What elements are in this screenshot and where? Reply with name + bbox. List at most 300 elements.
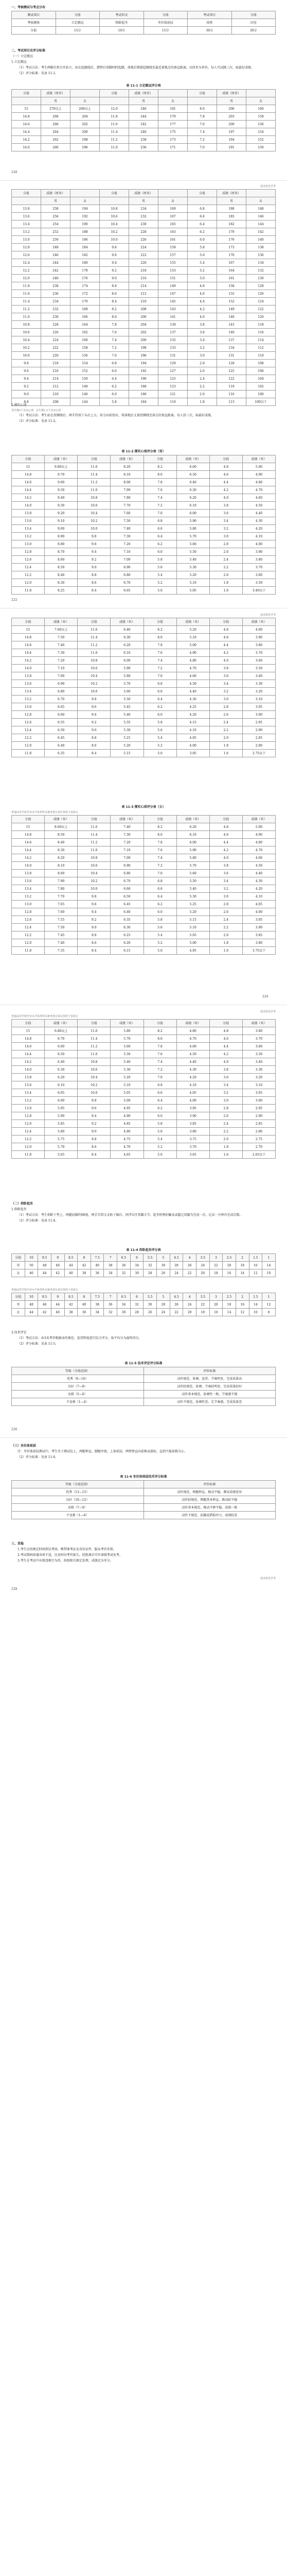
table-header-row xyxy=(12,1481,276,1488)
table-cell: 8.40 xyxy=(45,839,78,846)
table-cell: 10.8 xyxy=(78,494,111,502)
table-cell: 7.2 xyxy=(144,665,176,672)
table-cell: 11.8 xyxy=(12,750,45,757)
table-cell: 268 xyxy=(41,113,70,121)
table-cell: 6.65 xyxy=(45,703,78,711)
table-cell: 10 xyxy=(262,1269,276,1277)
table-cell: 4.0 xyxy=(209,657,242,665)
table-cell: 11.8 xyxy=(12,947,45,955)
table-cell: 7.00 xyxy=(111,854,144,862)
table-cell: 6.2 xyxy=(144,1105,176,1112)
table-cell: 14.2 xyxy=(12,1058,45,1066)
table-cell: 4.25 xyxy=(176,703,209,711)
table-row xyxy=(12,1383,276,1391)
table-cell: 6.20 xyxy=(111,939,144,947)
table-row xyxy=(12,1081,276,1089)
table-cell: 8.4 xyxy=(78,587,111,595)
table-cell: 194 xyxy=(217,136,246,144)
table-row xyxy=(12,665,276,672)
table-cell: 9.70 xyxy=(45,471,78,479)
table-cell: 4.8 xyxy=(209,823,242,831)
table-cell: 3.2 xyxy=(209,1089,242,1097)
table-row xyxy=(12,854,276,862)
table-cell: 8.0 xyxy=(144,1035,176,1043)
table-cell: 6.6 xyxy=(144,885,176,893)
table-cell: 3.80 xyxy=(242,1027,275,1035)
table-cell: 10.2 xyxy=(100,228,129,236)
table-cell: 18 xyxy=(209,1269,223,1277)
table-cell: 172 xyxy=(70,290,100,298)
table-cell: 4.95 xyxy=(111,1105,144,1112)
table-cell: 143 xyxy=(217,321,246,329)
table-header-cell xyxy=(100,197,129,205)
table-cell: 11.6 xyxy=(100,121,129,128)
table-cell: 8.10 xyxy=(111,471,144,479)
table-cell: 12.2 xyxy=(12,571,45,579)
table-cell: 5.25 xyxy=(111,734,144,742)
table-cell: 149 xyxy=(158,282,188,290)
table-cell: 5.90 xyxy=(111,665,144,672)
table-cell: 3.90 xyxy=(176,1112,209,1120)
table-cell: 9.2 xyxy=(12,383,41,391)
table-cell: 6.10 xyxy=(176,502,209,510)
table-cell: 3.40以下 xyxy=(242,587,275,595)
table-cell: 5.00 xyxy=(111,1097,144,1105)
table-cell: 46 xyxy=(25,1269,38,1277)
table-cell: 113 xyxy=(217,398,246,406)
table-cell: 6.70 xyxy=(45,1035,78,1043)
table-header-cell: 等级（分值范围） xyxy=(12,1367,144,1375)
table-cell: 7.2 xyxy=(144,502,176,510)
table-cell: 137 xyxy=(217,336,246,344)
table-cell: 2.4 xyxy=(209,556,242,564)
table-cell: 234 xyxy=(41,298,70,306)
table-cell: 34 xyxy=(104,1269,117,1277)
table-cell: 10.2 xyxy=(78,680,111,688)
table-row xyxy=(12,383,276,391)
table-cell: 9.0 xyxy=(78,564,111,571)
table-cell: 2.0 xyxy=(209,571,242,579)
table-cell: 11.0 xyxy=(78,649,111,657)
table-cell: 优秀（13—15） xyxy=(12,1488,144,1496)
table-cell: 4.60 xyxy=(176,1043,209,1050)
table-caption: 表 11-6 坐位体前屈技术评分标准 xyxy=(120,1475,167,1479)
table-cell: 10.6 xyxy=(100,213,129,221)
table-cell: 13.8 xyxy=(12,1074,45,1081)
paragraph: （1）考试方法：考生两脚自然分开站立，站在起跳线后，摆臂后双脚同时起跳，落地后测量起跳线至最近着地点的垂直距离，以厘米为单位。每人可试跳三次，取最好成绩。 xyxy=(17,66,254,70)
table-cell: 4.60 xyxy=(242,494,275,502)
table-cell: 133 xyxy=(158,344,188,352)
table-cell: 146 xyxy=(70,391,100,398)
table-row xyxy=(12,823,276,831)
table-cell: 14.0 xyxy=(12,144,41,151)
table-cell: 204 xyxy=(70,113,100,121)
table-cell: 14 xyxy=(249,1301,262,1309)
table-cell: 3.0 xyxy=(209,696,242,703)
table-cell: 10.4 xyxy=(78,1074,111,1081)
table-cell: 11.0 xyxy=(78,846,111,854)
table-header-cell: 女 xyxy=(158,197,188,205)
table-cell: 13.0 xyxy=(12,540,45,548)
table-cell: 11.6 xyxy=(78,626,111,634)
table-cell: 6.30 xyxy=(176,486,209,494)
table-cell: 218 xyxy=(41,360,70,367)
paragraph: （1）考试方法：考生仰卧于垫上，两腿屈膝约90度，两手手指交叉贴于脑后，同伴压住其踝关节。起坐时两肘触及或超过双膝为完成一次，记录一分钟内完成次数。 xyxy=(17,1213,243,1217)
table-row xyxy=(12,1097,276,1105)
table-cell: 11.0 xyxy=(78,486,111,494)
table-cell: 2.75以下 xyxy=(242,750,275,757)
table-header-cell: 分值 xyxy=(209,618,242,626)
table-cell: 4.15 xyxy=(176,719,209,726)
table-cell: 5.30 xyxy=(111,726,144,734)
table-cell: 7.80 xyxy=(111,494,144,502)
table-cell: 131 xyxy=(217,352,246,360)
table-cell: 147 xyxy=(158,290,188,298)
table-8-block xyxy=(11,1288,276,1316)
other-section xyxy=(11,1540,276,1564)
table-cell: 9.6 xyxy=(78,1105,111,1112)
table-cell: 30 xyxy=(157,1262,170,1269)
table-cell: 5.80 xyxy=(176,525,209,533)
table-cell: 5.85 xyxy=(45,1120,78,1128)
table-cell: 5.4 xyxy=(144,931,176,939)
table-cell: 1.8 xyxy=(209,579,242,587)
table-cell: 分值 xyxy=(12,27,56,35)
flex-table xyxy=(11,1480,276,1519)
table-cell: 30分 xyxy=(188,27,232,35)
table-cell: 8.0 xyxy=(144,831,176,839)
table-cell: 118 xyxy=(246,321,276,329)
table-cell: 9.2 xyxy=(78,916,111,924)
table-cell: 3.80 xyxy=(242,939,275,947)
table-cell: 4.4 xyxy=(209,839,242,846)
table-row xyxy=(12,1488,276,1496)
table-cell: 6.70 xyxy=(45,696,78,703)
table-cell: 18 xyxy=(236,1262,249,1269)
table-cell: 6.30 xyxy=(111,924,144,931)
table-cell: 4.4 xyxy=(209,1043,242,1050)
table-row xyxy=(12,113,276,121)
table-cell: 6.10 xyxy=(176,831,209,839)
table-cell: 222 xyxy=(41,344,70,352)
table-2-block xyxy=(11,184,276,406)
table-header-cell: 分值 xyxy=(231,11,276,19)
table-row xyxy=(12,533,276,540)
table-cell: 7.6 xyxy=(144,649,176,657)
table-cell: 3.80 xyxy=(242,556,275,564)
table-10-block xyxy=(11,1473,276,1519)
table-header-cell: 1.5 xyxy=(249,1293,262,1301)
table-cell: 5.10 xyxy=(176,579,209,587)
table-header-cell: 1.5 xyxy=(249,1254,262,1262)
table-row xyxy=(12,680,276,688)
table-cell: 42 xyxy=(38,1309,51,1316)
table-cell: 3.6 xyxy=(188,329,217,336)
table-cell: 仰卧起坐 xyxy=(100,19,144,27)
table-cell: 179 xyxy=(158,113,188,121)
table-cell: 7.60以上 xyxy=(45,626,78,634)
table-row xyxy=(12,486,276,494)
table-header-cell: 2.5 xyxy=(223,1293,236,1301)
table-cell: 15 xyxy=(12,626,45,634)
table-cell: 4.6 xyxy=(188,290,217,298)
table-cell: 30 xyxy=(144,1301,157,1309)
table-cell: 12.0 xyxy=(12,579,45,587)
table-cell: 208 xyxy=(41,398,70,406)
situp-intro xyxy=(11,1200,276,1224)
table-row xyxy=(12,1269,276,1277)
table-row xyxy=(12,564,276,571)
table-cell: 163 xyxy=(158,228,188,236)
table-cell: 6.6 xyxy=(188,213,217,221)
table-cell: 7.50 xyxy=(111,517,144,525)
table-header-cell: 成绩（米） xyxy=(111,816,144,823)
table-cell: 5.00 xyxy=(176,641,209,649)
table-cell: 152 xyxy=(217,298,246,306)
table-row xyxy=(12,696,276,703)
table-cell: 5.6 xyxy=(144,1128,176,1136)
table-cell: 7.10 xyxy=(111,548,144,556)
table-cell: 11.2 xyxy=(78,1043,111,1050)
table-cell: 3.90 xyxy=(242,634,275,641)
table-cell: 24 xyxy=(183,1301,196,1309)
table-cell: 6.35 xyxy=(111,916,144,924)
table-row xyxy=(12,391,276,398)
table-cell: 5.80 xyxy=(176,854,209,862)
table-cell: 6.40 xyxy=(45,1058,78,1066)
table-cell: 6.90 xyxy=(111,862,144,870)
table-row xyxy=(12,352,276,360)
table-cell: 178 xyxy=(70,267,100,275)
table-cell: 126 xyxy=(246,290,276,298)
table-cell: 12.8 xyxy=(12,711,45,719)
table-cell: 44 xyxy=(64,1262,78,1269)
table-cell: 13.0 xyxy=(12,703,45,711)
table-cell: 3.20 xyxy=(242,1074,275,1081)
table-cell: 121 xyxy=(158,391,188,398)
table-cell: 2.2 xyxy=(188,383,217,391)
table-cell: 10.8 xyxy=(12,321,41,329)
table-cell: 7.40 xyxy=(45,939,78,947)
shot-table-female xyxy=(11,815,276,955)
table-cell: 5.50 xyxy=(111,696,144,703)
table-cell: 5.0 xyxy=(144,587,176,595)
table-cell: 5.70 xyxy=(176,533,209,540)
table-cell: 2.2 xyxy=(209,564,242,571)
table-cell: 6.90 xyxy=(45,680,78,688)
table-cell: 171 xyxy=(158,144,188,151)
table-cell: 8.0 xyxy=(100,313,129,321)
table-cell: 12.6 xyxy=(12,916,45,924)
table-cell: 1.6 xyxy=(209,947,242,955)
table-cell: 125 xyxy=(217,367,246,375)
table-header-cell: 分值 xyxy=(100,90,129,97)
table-row xyxy=(12,1309,276,1316)
table-cell: 5.30 xyxy=(111,1066,144,1074)
table-row xyxy=(12,571,276,579)
table-cell: 248 xyxy=(41,244,70,251)
table-cell: 3.6 xyxy=(209,672,242,680)
table-row xyxy=(12,375,276,383)
table-cell: 4.85 xyxy=(111,1120,144,1128)
table-row xyxy=(12,282,276,290)
table-cell: 5.00 xyxy=(242,463,275,471)
table-cell: 9.4 xyxy=(78,1112,111,1120)
table-cell: 12.8 xyxy=(12,908,45,916)
table-cell: 球类 xyxy=(188,19,232,27)
table-cell: 146 xyxy=(246,213,276,221)
table-cell: 6.20 xyxy=(111,641,144,649)
table-cell: 161 xyxy=(217,275,246,282)
table-cell: 15 xyxy=(12,463,45,471)
table-cell: 7.45 xyxy=(45,931,78,939)
table-cell: 44 xyxy=(38,1269,51,1277)
table-cell: 6.0 xyxy=(144,1112,176,1120)
table-cell: 6.8 xyxy=(144,1081,176,1089)
table-row xyxy=(12,1262,276,1269)
table-cell: 130 xyxy=(246,275,276,282)
table-cell: 131 xyxy=(158,352,188,360)
table-cell: 129 xyxy=(158,360,188,367)
table-cell: 4.70 xyxy=(176,1035,209,1043)
table-cell: 5.80 xyxy=(111,672,144,680)
table-cell: 3.10 xyxy=(242,1081,275,1089)
table-cell: 15 xyxy=(12,1027,45,1035)
table-cell: 190 xyxy=(70,221,100,228)
table-cell: 4.10 xyxy=(242,533,275,540)
table-row xyxy=(12,688,276,696)
table-header-cell: 7.5 xyxy=(91,1254,104,1262)
table-header-cell: 成绩（厘米） xyxy=(217,190,246,197)
jump-table-1 xyxy=(11,89,276,151)
table-cell: 16 xyxy=(209,1309,223,1316)
section-heading: （二）仰卧起坐 xyxy=(11,1202,33,1206)
table-cell: 220 xyxy=(41,352,70,360)
table-cell: 10.0 xyxy=(100,236,129,244)
table-cell: 7.10 xyxy=(111,846,144,854)
table-header-cell: 成绩（厘米） xyxy=(41,90,70,97)
table-cell: 270以上 xyxy=(41,105,70,113)
table-cell: 8.2 xyxy=(144,626,176,634)
table-row xyxy=(12,344,276,352)
table-cell: 106 xyxy=(246,367,276,375)
table-cell: 5.80 xyxy=(45,1128,78,1136)
table-cell: 139 xyxy=(158,321,188,329)
table-cell: 7.4 xyxy=(144,1058,176,1066)
table-cell: 164 xyxy=(217,267,246,275)
table-cell: 3.70 xyxy=(242,649,275,657)
note: 普通高等学校学业水平体育科目统考部分项目参照下表执行 xyxy=(11,1289,79,1292)
paragraph: （1）考试方法：由3名考官根据动作规范、连贯程度进行综合评分，取平均分为最终得分。 xyxy=(17,1336,142,1340)
table-cell: 7.6 xyxy=(188,121,217,128)
table-cell: 及格（5—6） xyxy=(12,1391,144,1398)
table-cell: 156 xyxy=(246,121,276,128)
table-cell: 4.40 xyxy=(242,510,275,517)
table-cell: 4.0 xyxy=(209,494,242,502)
table-cell: 246 xyxy=(129,105,158,113)
table-cell: 14.6 xyxy=(12,641,45,649)
table-cell: 128 xyxy=(246,282,276,290)
table-cell: 4.80 xyxy=(176,1027,209,1035)
table-cell: 动作较规范、协调，节奏较明显，完成质量较好 xyxy=(144,1383,276,1391)
table-cell: 8.2 xyxy=(144,463,176,471)
table-header-cell: 分值 xyxy=(144,11,188,19)
table-cell: 4.30 xyxy=(242,517,275,525)
source-note: 选自阳光学考 xyxy=(260,1577,276,1580)
table-cell: 5.90 xyxy=(176,517,209,525)
table-cell: 161 xyxy=(158,236,188,244)
table-cell: 11.4 xyxy=(78,634,111,641)
table-cell: 167 xyxy=(158,213,188,221)
table-cell: 234 xyxy=(129,205,158,213)
table-cell: 15分 xyxy=(144,27,188,35)
table-cell: 5.8 xyxy=(188,244,217,251)
table-cell: 112 xyxy=(246,344,276,352)
table-cell: 132 xyxy=(246,267,276,275)
table-cell: 6.40 xyxy=(111,908,144,916)
table-cell: 119 xyxy=(158,398,188,406)
table-cell: 158 xyxy=(217,282,246,290)
table-row xyxy=(12,548,276,556)
table-cell: 176 xyxy=(217,236,246,244)
table-row xyxy=(12,634,276,641)
page-number: 220 xyxy=(11,171,17,174)
table-cell: 8 xyxy=(262,1309,276,1316)
table-cell: 动作不规范，协调性差，无节奏感，完成质量差 xyxy=(144,1398,276,1406)
table-cell: 2.4 xyxy=(209,1120,242,1128)
table-cell: 6.60 xyxy=(176,463,209,471)
table-cell: 14.0 xyxy=(12,862,45,870)
table-header-cell: 成绩（米） xyxy=(242,816,275,823)
table-cell: 8.30 xyxy=(45,846,78,854)
table-cell: 6.2 xyxy=(144,901,176,908)
table-cell: 5.10 xyxy=(176,634,209,641)
table-row xyxy=(12,494,276,502)
table-cell: 4.70 xyxy=(176,665,209,672)
table-header-cell xyxy=(158,190,188,197)
table-cell: 4.0 xyxy=(209,854,242,862)
table-cell: 4.20 xyxy=(176,711,209,719)
table-header-cell: 男 xyxy=(217,97,246,105)
table-cell: 214 xyxy=(129,282,158,290)
table-cell: 200 xyxy=(129,336,158,344)
table-cell: 8.0 xyxy=(144,634,176,641)
table-4-block xyxy=(11,613,276,757)
table-cell: 动作较规范，两腿基本伸直，推动较平稳 xyxy=(144,1496,276,1504)
table-cell: 5.40 xyxy=(111,1058,144,1066)
table-header-row xyxy=(12,1254,276,1262)
table-cell: 4.2 xyxy=(209,649,242,657)
table-cell: 256 xyxy=(41,213,70,221)
table-row xyxy=(12,1496,276,1504)
table-cell: 2.0 xyxy=(209,734,242,742)
table-row xyxy=(12,901,276,908)
table-cell: 3.4 xyxy=(209,877,242,885)
table-cell: 22 xyxy=(209,1262,223,1269)
paragraph: （2）评分标准：见表 11-1。 xyxy=(17,72,59,75)
table-cell: 4.20 xyxy=(242,885,275,893)
table-header-cell: 分值 xyxy=(12,455,45,463)
table-cell: 4.60 xyxy=(242,854,275,862)
table-cell: 4.65 xyxy=(111,1151,144,1159)
table-cell: 4.90 xyxy=(242,831,275,839)
table-cell: 260 xyxy=(41,144,70,151)
table-cell: 220 xyxy=(129,259,158,267)
table-row xyxy=(12,672,276,680)
table-cell: 3.2 xyxy=(209,688,242,696)
table-cell: 160 xyxy=(246,105,276,113)
table-cell: 7.30 xyxy=(111,831,144,839)
